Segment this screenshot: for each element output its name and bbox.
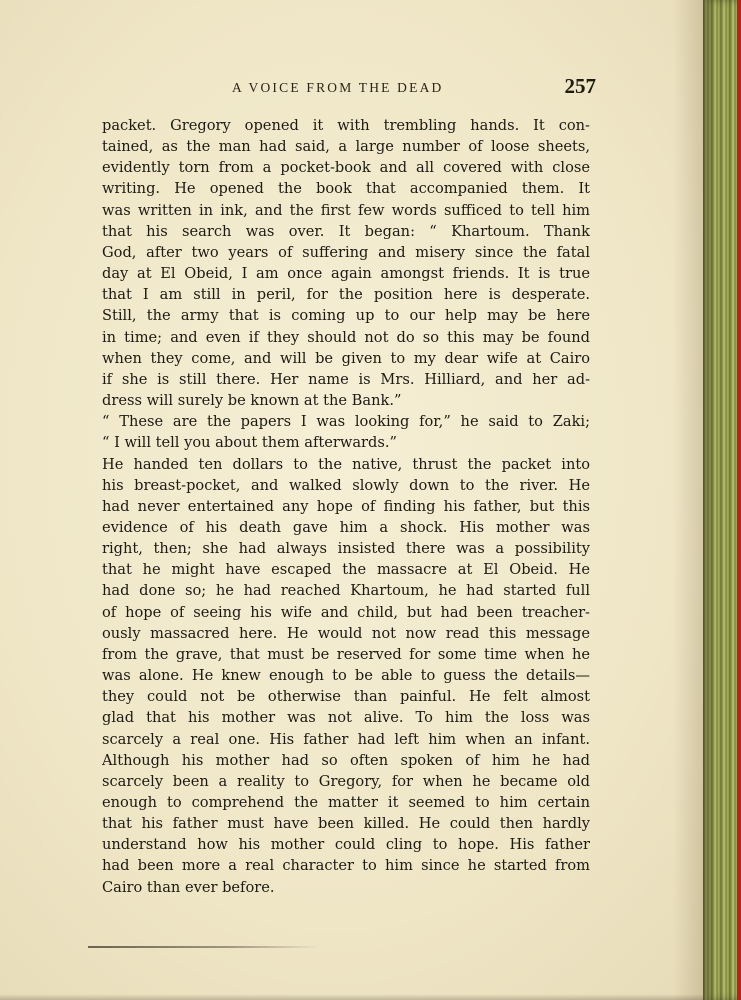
text-line: scarcely been a reality to Gregory, for when he became old bbox=[102, 772, 590, 790]
book-spine bbox=[703, 0, 741, 1000]
text-line: day at El Obeid, I am once again amongst friends. It is true bbox=[102, 265, 590, 283]
text-line: that his father must have been killed. He could then hardly bbox=[102, 815, 590, 833]
text-line: Cairo than ever before. bbox=[102, 878, 275, 896]
body-text bbox=[102, 115, 590, 898]
text-line: packet. Gregory opened it with trembling hands. It con- bbox=[102, 117, 590, 134]
text-line: if she is still there. Her name is Mrs. Hilliard, and her ad- bbox=[102, 370, 590, 388]
text-line: ously massacred here. He would not now read this message bbox=[102, 624, 590, 642]
text-line: tained, as the man had said, a large number of loose sheets, bbox=[102, 138, 590, 156]
text-line: had been more a real character to him since he started from bbox=[102, 857, 590, 875]
text-line: of hope of seeing his wife and child, but had been treacher- bbox=[102, 603, 590, 621]
text-line: scarcely a real one. His father had left him when an infant. bbox=[102, 730, 590, 748]
text-line: evidently torn from a pocket-book and all covered with close bbox=[102, 159, 590, 177]
text-line: Still, the army that is coming up to our help may be here bbox=[102, 307, 590, 325]
text-line: that he might have escaped the massacre at El Obeid. He bbox=[102, 561, 590, 579]
text-line: writing. He opened the book that accompanied them. It bbox=[102, 180, 590, 198]
text-line: was alone. He knew enough to be able to guess the details— bbox=[102, 667, 590, 685]
text-line: they could not be otherwise than painful. He felt almost bbox=[102, 688, 590, 706]
text-line: when they come, and will be given to my dear wife at Cairo bbox=[102, 349, 590, 367]
text-line: glad that his mother was not alive. To him the loss was bbox=[102, 709, 590, 727]
text-line: “ These are the papers I was looking for,” he said to Zaki; bbox=[102, 413, 590, 431]
gutter-shadow bbox=[673, 0, 703, 1000]
text-line: his breast-pocket, and walked slowly down to the river. He bbox=[102, 476, 590, 494]
text-line: Although his mother had so often spoken of him he had bbox=[102, 751, 590, 769]
text-line: that I am still in peril, for the position here is desperate. bbox=[102, 286, 590, 304]
text-line: God, after two years of suffering and misery since the fatal bbox=[102, 243, 590, 261]
running-title: A VOICE FROM THE DEAD bbox=[232, 80, 444, 95]
text-line: in time; and even if they should not do so this may be found bbox=[102, 328, 590, 346]
text-line: understand how his mother could cling to hope. His father bbox=[102, 836, 590, 854]
page-number: 257 bbox=[564, 74, 596, 98]
text-line: from the grave, that must be reserved for some time when he bbox=[102, 645, 590, 663]
text-line: “ I will tell you about them afterwards.” bbox=[102, 434, 397, 452]
footer-rule bbox=[88, 946, 320, 948]
book-spine-edge bbox=[737, 0, 741, 1000]
running-head bbox=[100, 74, 596, 104]
text-line: He handed ten dollars to the native, thrust the packet into bbox=[102, 455, 590, 473]
text-line: was written in ink, and the first few words sufficed to tell him bbox=[102, 201, 590, 219]
text-line: evidence of his death gave him a shock. His mother was bbox=[102, 518, 590, 536]
text-line: had done so; he had reached Khartoum, he had started full bbox=[102, 582, 590, 600]
text-line: enough to comprehend the matter it seemed to him certain bbox=[102, 794, 590, 811]
text-line: had never entertained any hope of finding his father, but this bbox=[102, 497, 590, 515]
text-line: right, then; she had always insisted there was a possibility bbox=[102, 540, 590, 558]
text-line: dress will surely be known at the Bank.” bbox=[102, 392, 402, 410]
text-line: that his search was over. It began: “ Khartoum. Thank bbox=[102, 222, 590, 240]
page-bottom-edge bbox=[0, 994, 703, 1000]
